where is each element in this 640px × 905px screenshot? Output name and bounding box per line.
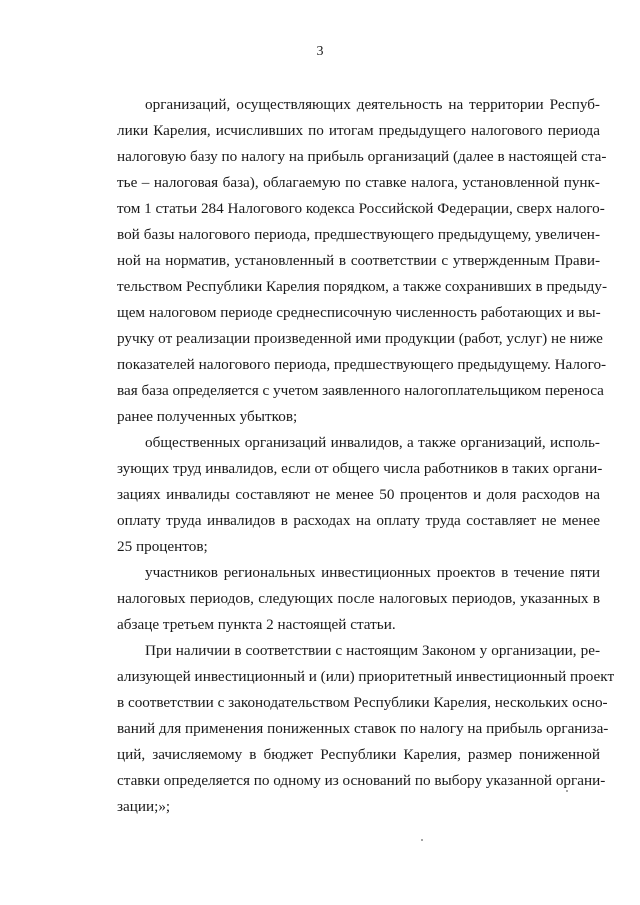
text-line: общественных организаций инвалидов, а также организаций, исполь-	[145, 434, 600, 451]
text-line: ной на норматив, установленный в соответствии с утвержденным Прави-	[117, 252, 600, 269]
text-line: организаций, осуществляющих деятельность на территории Респуб-	[145, 96, 600, 113]
text-line: вая база определяется с учетом заявленного налогоплательщиком переноса	[117, 382, 604, 399]
text-line: 25 процентов;	[117, 538, 208, 555]
text-line: вой базы налогового периода, предшествующего предыдущему, увеличен-	[117, 226, 600, 243]
text-line: оплату труда инвалидов в расходах на оплату труда составляет не менее	[117, 512, 600, 529]
text-line: лики Карелия, исчисливших по итогам предыдущего налогового периода	[117, 122, 600, 139]
text-line: ранее полученных убытков;	[117, 408, 298, 425]
text-line: в соответствии с законодательством Республики Карелия, нескольких осно-	[117, 694, 608, 711]
text-line: зациях инвалиды составляют не менее 50 процентов и доля расходов на	[117, 486, 600, 503]
text-line: тье – налоговая база), облагаемую по ставке налога, установленной пунк-	[117, 174, 600, 191]
text-line: налоговых периодов, следующих после налоговых периодов, указанных в	[117, 590, 600, 607]
text-line: тельством Республики Карелия порядком, а также сохранивших в предыду-	[117, 278, 608, 295]
text-line: щем налоговом периоде среднесписочную численность работающих и вы-	[117, 304, 601, 321]
scan-speck	[421, 839, 423, 841]
text-line: зующих труд инвалидов, если от общего числа работников в таких органи-	[117, 460, 603, 477]
text-line: участников региональных инвестиционных проектов в течение пяти	[145, 564, 600, 581]
text-line: ций, зачисляемому в бюджет Республики Карелия, размер пониженной	[117, 746, 600, 763]
text-line: зации;»;	[117, 798, 171, 815]
text-line: том 1 статьи 284 Налогового кодекса Российской Федерации, сверх налого-	[117, 200, 605, 217]
scan-speck	[566, 790, 568, 792]
text-line: налоговую базу по налогу на прибыль организаций (далее в настоящей ста-	[117, 148, 607, 165]
text-line: При наличии в соответствии с настоящим Законом у организации, ре-	[145, 642, 600, 659]
text-line: ручку от реализации произведенной ими продукции (работ, услуг) не ниже	[117, 330, 603, 347]
text-line: ализующей инвестиционный и (или) приоритетный инвестиционный проект	[117, 668, 615, 685]
text-line: ваний для применения пониженных ставок по налогу на прибыль организа-	[117, 720, 609, 737]
text-line: ставки определяется по одному из оснований по выбору указанной органи-	[117, 772, 606, 789]
text-line: абзаце третьем пункта 2 настоящей статьи.	[117, 616, 396, 633]
text-line: показателей налогового периода, предшествующего предыдущему. Налого-	[117, 356, 607, 373]
page-number: 3	[316, 44, 324, 59]
